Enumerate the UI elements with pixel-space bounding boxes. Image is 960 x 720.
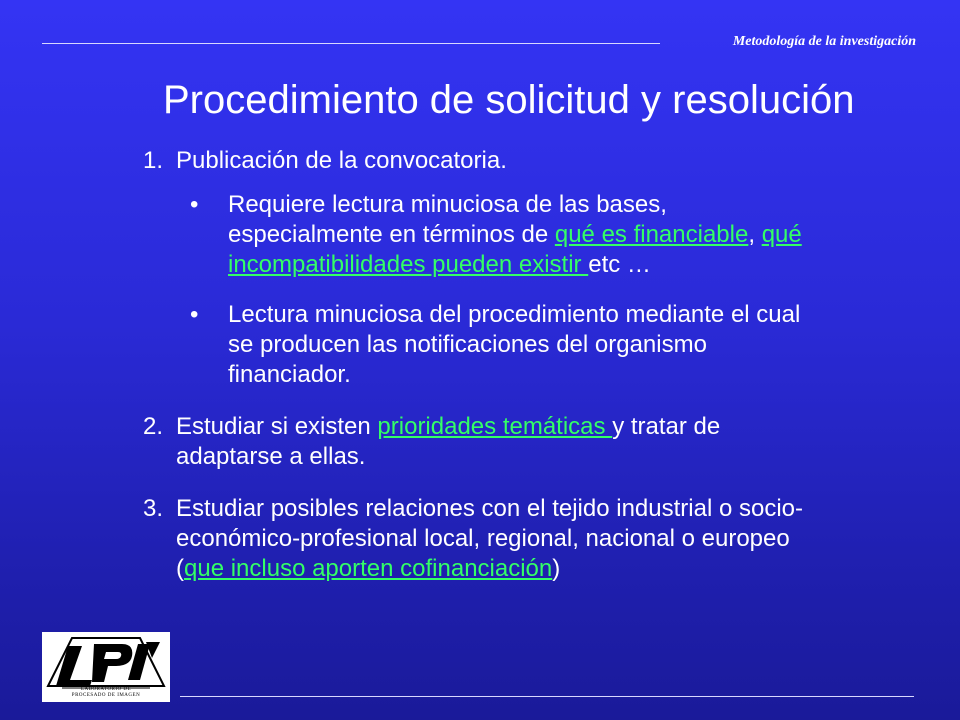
link-incompatibilidades[interactable]: qué incompatibilidades pueden existir: [228, 221, 802, 278]
bullet-text-comma: ,: [748, 221, 762, 248]
bullet-text: Lectura minuciosa del procedimiento mediante el cual se producen las notificaciones del organismo financiador.: [228, 301, 801, 388]
logo-caption-line1: LABORATORIO DE: [80, 687, 132, 692]
item-text: Publicación de la convocatoria.: [176, 147, 507, 174]
item-number: 2.: [143, 413, 164, 440]
item-text-end: y tratar de adaptarse a ellas.: [176, 413, 721, 470]
item-text-start: Estudiar si existen: [176, 413, 378, 440]
slide-title: Procedimiento de solicitud y resolución: [163, 78, 855, 122]
logo-caption: [42, 687, 170, 699]
item-text-start: Estudiar posibles relaciones con el tejido industrial o socio-económico-profesional local, regional, nacional o europeo (: [176, 495, 803, 582]
logo-emblem-icon: [42, 632, 170, 690]
logo-caption-line2: PROCESADO DE IMAGEN: [71, 693, 141, 698]
bullet-symbol: •: [190, 301, 199, 328]
item-text-end: ): [552, 555, 561, 582]
lpi-logo: [42, 632, 170, 702]
item-number: 1.: [143, 147, 164, 174]
bullet-text-start: Requiere lectura minuciosa de las bases, especialmente en términos de: [228, 191, 667, 248]
bullet-text-end: etc …: [588, 251, 651, 278]
link-cofinanciacion[interactable]: que incluso aporten cofinanciación: [184, 555, 553, 582]
bottom-rule: [180, 696, 914, 697]
bullet-text: [228, 190, 828, 280]
link-prioridades[interactable]: prioridades temáticas: [377, 413, 613, 440]
item-number: 3.: [143, 495, 164, 522]
link-financiable[interactable]: qué es financiable: [554, 221, 749, 248]
course-title: Metodología de la investigación: [732, 34, 916, 49]
item-text: [176, 494, 836, 584]
item-text: [176, 412, 796, 472]
bullet-symbol: •: [190, 191, 199, 218]
